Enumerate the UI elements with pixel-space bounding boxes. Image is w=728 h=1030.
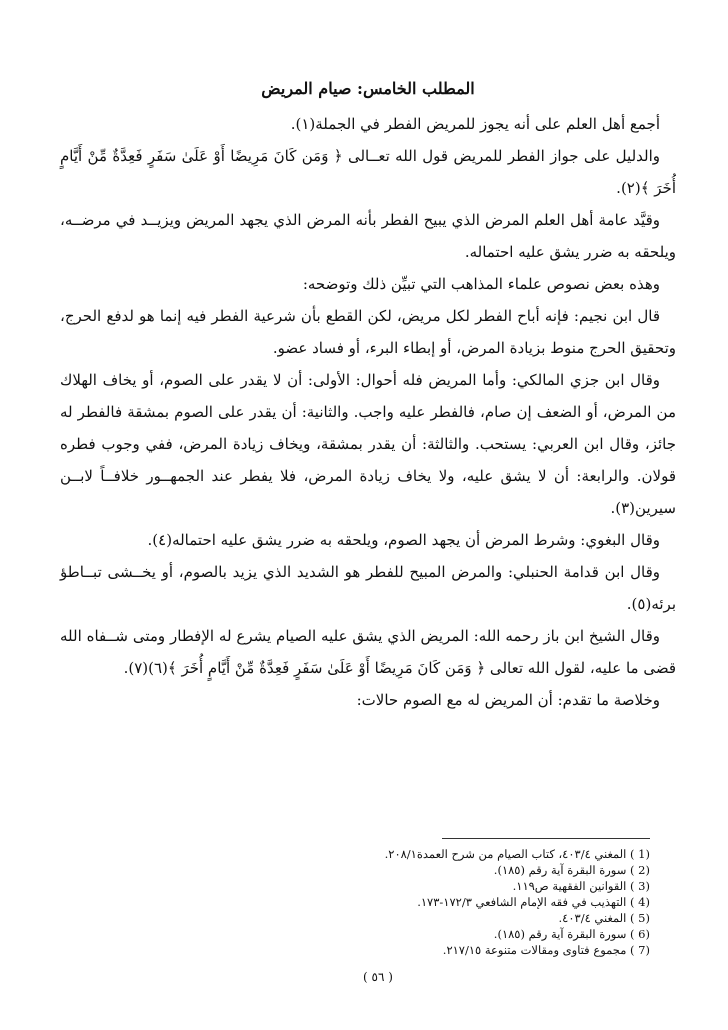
paragraph-ibn-nujaym: قال ابن نجيم: فإنه أباح الفطر لكل مريض، لكن القطع بأن شرعية الفطر فيه إنما هو لدفع الحرج، وتحقيق الحرج منوط بزيادة المرض، أو إبطاء البرء، أو فساد عضو. bbox=[60, 307, 676, 357]
paragraph-ibn-baz: وقال الشيخ ابن باز رحمه الله: المريض الذي يشق عليه الصيام يشرع له الإفطار ومتى شــفاه الله قضى ما عليه، لقول الله تعالى ﴿ وَمَن كَانَ مَرِيضًا أَوْ عَلَىٰ سَفَرٍ فَعِدَّةٌ مِّنْ أَيَّامٍ أُخَرَ ﴾(٦)(٧). bbox=[60, 627, 676, 677]
page-number: ( ٥٦ ) bbox=[363, 970, 393, 984]
footnote-4: (4 ) التهذيب في فقه الإمام الشافعي ١٧٢/٣-١٧٣. bbox=[417, 895, 650, 909]
paragraph-ibn-juzay: وقال ابن جزي المالكي: وأما المريض فله أحوال: الأولى: أن لا يقدر على الصوم، أو يخاف الهلاك من المرض، أو الضعف إن صام، فالفطر عليه واجب. والثانية: أن يقدر على الصوم بمشقة فالفطر له جائز، وقال ابن العربي: يستحب. والثالثة: أن يقدر بمشقة، ويخاف زيادة المرض، ففي وجوب فطره قولان. والرابعة: أن لا يشق عليه، ولا يخاف زيادة المرض، فلا يفطر عند الجمهــور خلافــاً لابــن سيرين(٣). bbox=[60, 371, 676, 517]
footnote-7: (7 ) مجموع فتاوى ومقالات متنوعة ٢١٧/١٥. bbox=[442, 943, 650, 957]
footnote-1: (1 ) المغني ٤٠٣/٤، كتاب الصيام من شرح العمدة٢٠٨/١. bbox=[384, 847, 650, 861]
footnote-2: (2 ) سورة البقرة آية رقم (١٨٥). bbox=[493, 863, 650, 877]
footnotes bbox=[130, 846, 650, 958]
paragraph-evidence: والدليل على جواز الفطر للمريض قول الله تعــالى ﴿ وَمَن كَانَ مَرِيضًا أَوْ عَلَىٰ سَفَرٍ فَعِدَّةٌ مِّنْ أَيَّامٍ أُخَرَ ﴾(٢). bbox=[60, 147, 676, 197]
paragraph-baghawi: وقال البغوي: وشرط المرض أن يجهد الصوم، ويلحقه به ضرر يشق عليه احتماله(٤). bbox=[147, 531, 660, 549]
paragraph-ibn-qudama: وقال ابن قدامة الحنبلي: والمرض المبيح للفطر هو الشديد الذي يزيد بالصوم، أو يخــشى تبــاطؤ برئه(٥). bbox=[60, 563, 676, 613]
footnote-3: (3 ) القوانين الفقهية ص١١٩. bbox=[512, 879, 650, 893]
footnote-5: (5 ) المغني ٤٠٣/٤. bbox=[558, 911, 650, 925]
page-body bbox=[60, 78, 676, 716]
paragraph-consensus: أجمع أهل العلم على أنه يجوز للمريض الفطر في الجملة(١). bbox=[290, 115, 660, 133]
footnote-divider bbox=[442, 838, 650, 839]
paragraph-summary: وخلاصة ما تقدم: أن المريض له مع الصوم حالات: bbox=[356, 691, 660, 709]
footnote-6: (6 ) سورة البقرة آية رقم (١٨٥). bbox=[493, 927, 650, 941]
paragraph-restriction: وقيَّد عامة أهل العلم المرض الذي يبيح الفطر بأنه المرض الذي يجهد المريض ويزيــد في مرضــه، ويلحقه به ضرر يشق عليه احتماله. bbox=[60, 211, 676, 261]
section-heading: المطلب الخامس: صيام المريض bbox=[261, 79, 475, 98]
paragraph-texts-intro: وهذه بعض نصوص علماء المذاهب التي تبيِّن ذلك وتوضحه: bbox=[302, 275, 660, 293]
